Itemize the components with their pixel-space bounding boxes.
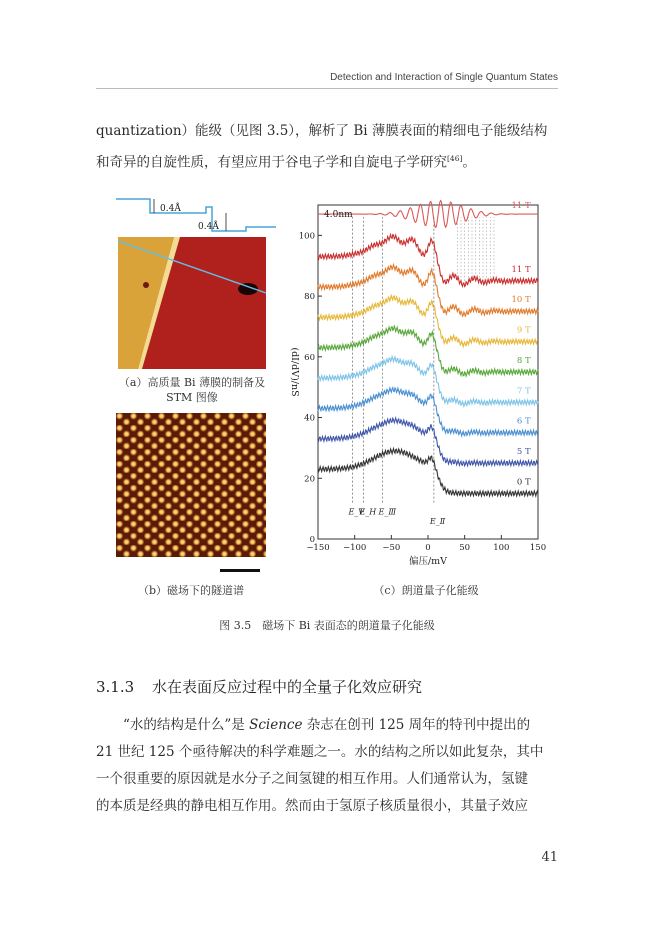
- paragraph-water-text: 杂志在创刊 125 周年的特刊中提出的: [302, 717, 531, 733]
- y-axis-label: (dI/dV)/nS: [289, 347, 300, 397]
- panel-b-label: （b）磁场下的隧道谱: [137, 584, 245, 597]
- section-number: 3.1.3: [96, 678, 135, 696]
- paragraph-intro-line2: 和奇异的自旋性质，有望应用于谷电子学和自旋电子学研究: [96, 154, 447, 171]
- y-tick-label: 60: [304, 352, 315, 363]
- series-label: 5 T: [516, 446, 531, 457]
- energy-marker-label: E_Ⅲ: [378, 507, 397, 517]
- series-label: 8 T: [516, 355, 531, 366]
- series-label: 11 T: [511, 264, 531, 275]
- x-axis-label: 偏压/mV: [408, 556, 448, 567]
- citation-46[interactable]: [46]: [447, 154, 463, 163]
- y-tick-label: 100: [298, 231, 315, 242]
- energy-marker-label: E_Ⅱ: [429, 516, 446, 526]
- energy-marker-label: E_V: [348, 507, 365, 517]
- series-label: 6 T: [516, 416, 531, 427]
- series-line: [318, 446, 538, 496]
- spectra-series: [318, 201, 538, 496]
- series-label: 9 T: [516, 325, 531, 336]
- paragraph-water-line3: 一个很重要的原因就是水分子之间氢键的相互作用。人们通常认为，氢键: [96, 771, 528, 787]
- paragraph-water-line4: 的本质是经典的静电相互作用。然而由于氢原子核质量很小，其量子效应: [96, 798, 528, 814]
- panel-c-label: （c）朗道量子化能级: [373, 584, 479, 597]
- panel-a-stm-image: [116, 195, 276, 371]
- panel-c-landau-chart: [282, 197, 550, 573]
- running-head: Detection and Interaction of Single Quantum States: [330, 72, 558, 83]
- y-tick-label: 40: [304, 413, 315, 424]
- y-tick-label: 20: [304, 474, 315, 485]
- paragraph-water-text: “水的结构是什么”是: [123, 717, 250, 733]
- step-height-1: 0.4Å: [160, 204, 181, 214]
- page-number: 41: [541, 850, 558, 865]
- panel-a-label: [102, 375, 282, 405]
- panel-a-label-line2: STM 图像: [166, 391, 218, 404]
- paragraph-intro-line1: quantization）能级（见图 3.5），解析了 Bi 薄膜表面的精细电子能级结构: [96, 123, 548, 139]
- paragraph-water-line2: 21 世纪 125 个亟待解决的科学难题之一。水的结构之所以如此复杂，其中: [96, 744, 544, 760]
- x-tick-label: 100: [493, 543, 510, 553]
- panel-b-atomic-lattice: [116, 413, 276, 575]
- series-label: 10 T: [511, 295, 531, 306]
- figure-caption: 图 3.5 磁场下 Bi 表面态的朗道量子化能级: [219, 619, 435, 632]
- paragraph-water: [96, 712, 558, 820]
- annotation-length: 4.0nm: [324, 210, 353, 220]
- x-tick-label: 0: [425, 543, 431, 553]
- step-height-2: 0.4Å: [198, 222, 219, 232]
- x-tick-label: −100: [342, 543, 367, 553]
- panel-a-label-line1: （a）高质量 Bi 薄膜的制备及: [118, 376, 266, 389]
- scale-bar: [220, 569, 260, 572]
- series-label: 0 T: [516, 477, 531, 488]
- section-title: 水在表面反应过程中的全量子化效应研究: [152, 678, 423, 696]
- y-tick-label: 0: [309, 535, 315, 545]
- paragraph-intro: [96, 118, 558, 177]
- x-tick-label: −50: [382, 543, 401, 553]
- journal-name: Science: [249, 717, 303, 733]
- series-label: 7 T: [516, 386, 531, 397]
- paragraph-intro-end: 。: [462, 154, 476, 171]
- header-rule: [96, 88, 558, 89]
- y-tick-label: 80: [304, 292, 315, 303]
- x-tick-label: 150: [529, 543, 547, 553]
- height-profile-line: [116, 199, 276, 231]
- series-label: 11 T: [511, 201, 531, 212]
- figure-3-5: [96, 195, 558, 595]
- energy-marker-label: E_H: [359, 507, 377, 517]
- x-tick-label: 50: [459, 543, 471, 553]
- lattice-atoms: [116, 413, 266, 557]
- section-heading: [96, 676, 422, 697]
- x-tick-label: −150: [306, 543, 330, 553]
